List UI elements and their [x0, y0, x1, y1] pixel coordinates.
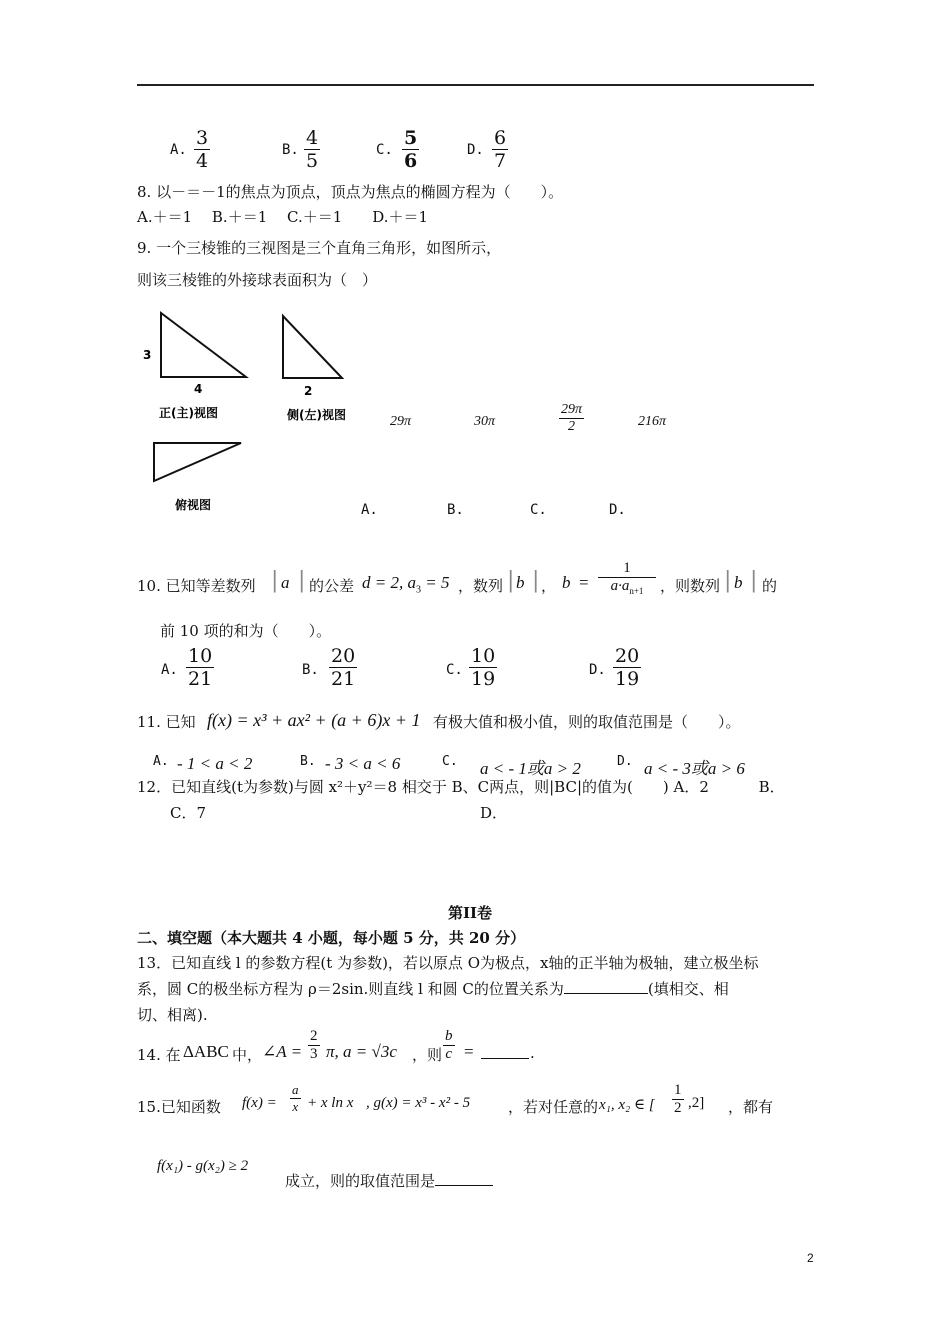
q14-end: . — [530, 1044, 535, 1062]
q10-c-denominator: 19 — [471, 668, 496, 690]
section-header: 二、填空题（本大题共 4 小题，每小题 5 分，共 20 分） — [137, 929, 526, 947]
q10-brace-a-open: | — [271, 568, 279, 593]
q7-c-numerator: 5 — [404, 127, 418, 149]
front-view-triangle — [161, 313, 246, 377]
q10-bn-fraction — [598, 560, 656, 596]
top-rule — [137, 84, 814, 86]
q9-line2: 则该三棱锥的外接球表面积为（ ） — [137, 271, 378, 289]
q11-formula: f(x) = x³ + ax² + (a + 6)x + 1 — [207, 710, 421, 730]
q15-interval-numerator: 1 — [674, 1082, 682, 1098]
q15-f-lhs: f(x) = — [242, 1095, 277, 1111]
side-width-dim: 2 — [304, 384, 313, 398]
q10-eq: = — [579, 573, 589, 592]
q10-mid3: ， — [541, 577, 557, 595]
q13-line2-end: (填相交、相 — [647, 980, 729, 998]
q11-option-b-value: - 3 < a < 6 — [325, 754, 401, 773]
q9-value-b: 30π — [474, 414, 496, 429]
q11-option-c-label: C. — [442, 754, 458, 769]
q14-answer-blank[interactable] — [481, 1041, 529, 1059]
side-view-label: 侧(左)视图 — [287, 408, 346, 422]
q9-value-a: 29π — [390, 414, 412, 429]
q10-mid4: ，则数列 — [660, 577, 721, 595]
q7-option-a-label: A. — [170, 142, 187, 158]
q7-option-c-fraction — [402, 127, 419, 172]
q10-option-b-label: B. — [302, 662, 319, 678]
q10-bn: b — [562, 573, 571, 592]
q14-triangle: ΔABC — [183, 1042, 229, 1061]
q10-brace-b-open: | — [507, 568, 515, 593]
q13-line2 — [137, 978, 729, 999]
page-number: 2 — [807, 1251, 814, 1265]
q10-option-d-label: D. — [589, 662, 606, 678]
q10-d-numerator: 20 — [615, 645, 640, 667]
q10-fraction-denominator — [598, 577, 656, 596]
q10-den-sub: n+1 — [629, 586, 644, 596]
q10-seq-a: a — [281, 573, 290, 592]
q10-c-numerator: 10 — [471, 645, 496, 667]
q10-prefix: 10. 已知等差数列 — [137, 577, 256, 595]
q10-a-denominator: 21 — [188, 668, 213, 690]
q11-prefix: 11. 已知 — [137, 713, 196, 731]
q7-option-a-fraction — [194, 127, 210, 172]
q9-line1: 9. 一个三棱锥的三视图是三个直角三角形，如图所示， — [137, 239, 502, 257]
q14-angle-denominator: 3 — [310, 1046, 318, 1062]
q10-cond-end: = 5 — [420, 573, 450, 592]
q14-ratio-denominator: c — [443, 1045, 455, 1063]
q10-end: 的 — [762, 577, 778, 595]
q15-tail: ，都有 — [728, 1098, 774, 1116]
q11-option-d-label: D. — [617, 754, 633, 769]
q11-option-c-value: a < - 1或a > 2 — [480, 759, 581, 778]
q12-option-d: D． — [480, 804, 508, 822]
q7-c-denominator: 6 — [404, 150, 418, 172]
q14-condition: π, a = √3c — [326, 1042, 397, 1061]
q13-answer-blank[interactable] — [564, 993, 648, 994]
q9-option-c: C. — [530, 502, 547, 518]
q7-a-numerator: 3 — [196, 127, 209, 149]
q15-line2 — [285, 1170, 493, 1191]
q10-brace-b2-close: | — [750, 568, 758, 593]
q11-option-a-value: - 1 < a < 2 — [177, 754, 253, 773]
q15-f-rest: + x ln x — [307, 1095, 354, 1111]
q7-option-d-label: D. — [467, 142, 484, 158]
q15-line2-text: 成立，则的取值范围是 — [285, 1172, 436, 1190]
q14-ratio-fraction — [443, 1028, 455, 1063]
q9-value-c-numerator: 29π — [561, 402, 583, 417]
q10-fraction-numerator: 1 — [623, 560, 631, 576]
q15-inequality: f(x₁) - g(x₂) ≥ 2 — [157, 1158, 249, 1174]
q7-b-numerator: 4 — [306, 127, 319, 149]
q12-line1: 12．已知直线(t为参数)与圆 x²＋y²＝8 相交于 B、C两点，则|BC|的值为( ) A．2 B． — [137, 778, 785, 796]
q10-d-denominator: 19 — [615, 668, 640, 690]
q10-brace-b2-open: | — [724, 568, 732, 593]
q8-options: A.＋＝1 B.＋＝1 C.＋＝1 D.＋＝1 — [137, 208, 429, 226]
q15-answer-blank[interactable] — [435, 1185, 493, 1186]
q14-mid: 中， — [232, 1046, 263, 1064]
q7-d-denominator: 7 — [494, 150, 507, 172]
q10-b-denominator: 21 — [331, 668, 356, 690]
q9-value-c-fraction — [559, 402, 584, 435]
q9-option-b: B. — [447, 502, 464, 518]
q15-interval-end: ,2] — [688, 1095, 705, 1111]
q7-option-c-label: C. — [376, 142, 393, 158]
q10-seq-b: b — [516, 573, 525, 592]
q10-mid1: 的公差 — [309, 577, 355, 595]
front-view-label: 正(主)视图 — [159, 406, 218, 420]
q9-value-d: 216π — [638, 414, 667, 429]
q10-option-a-label: A. — [161, 662, 178, 678]
q9-option-a: A. — [361, 502, 378, 518]
q15-interval-denominator: 2 — [674, 1100, 682, 1116]
q10-option-b-fraction — [329, 645, 357, 690]
q14-equals: = — [464, 1042, 474, 1061]
q15-f-denominator: x — [290, 1098, 301, 1115]
q15-prefix: 15.已知函数 — [137, 1098, 221, 1116]
q15-f-numerator: a — [292, 1082, 299, 1097]
q15-condition: ，若对任意的 — [508, 1098, 599, 1116]
q13-line1: 13．已知直线 l 的参数方程(t 为参数)，若以原点 O为极点，x轴的正半轴为极轴，建立极坐标 — [137, 954, 759, 972]
q14-then: ，则 — [412, 1046, 443, 1064]
q7-option-d-fraction — [492, 127, 508, 172]
q15-f-fraction — [290, 1082, 301, 1115]
q14-ratio-numerator: b — [445, 1028, 453, 1044]
section-title: 第II卷 — [448, 904, 493, 922]
q7-a-denominator: 4 — [196, 150, 209, 172]
q10-cond-text: d = 2, a — [362, 573, 416, 592]
q10-brace-b-close: | — [532, 568, 540, 593]
q7-d-numerator: 6 — [494, 127, 507, 149]
q13-line2-text: 系，圆 C的极坐标方程为 ρ＝2sin.则直线 l 和圆 C的位置关系为 — [137, 980, 564, 998]
q15-vars: x₁, x₂ ∈ [ — [599, 1097, 655, 1113]
q11-option-b-label: B. — [300, 754, 316, 769]
q7-option-b-label: B. — [282, 142, 299, 158]
top-view-label: 俯视图 — [175, 498, 212, 512]
side-view-triangle — [283, 316, 342, 378]
q10-option-c-label: C. — [446, 662, 463, 678]
q13-line3: 切、相离). — [137, 1006, 208, 1024]
q10-b-numerator: 20 — [331, 645, 356, 667]
q10-option-a-fraction — [186, 645, 214, 690]
q14-angle-fraction — [308, 1028, 320, 1063]
front-width-dim: 4 — [194, 382, 203, 396]
front-height-dim: 3 — [143, 348, 152, 362]
q10-option-d-fraction — [613, 645, 641, 690]
three-views-figure — [137, 305, 377, 520]
q10-option-c-fraction — [469, 645, 497, 690]
q10-seq-b2: b — [734, 573, 743, 592]
q7-option-b-fraction — [304, 127, 320, 172]
top-view-triangle — [154, 443, 241, 481]
q11-option-d-value: a < - 3或a > 6 — [644, 759, 745, 778]
q14-prefix: 14. 在 — [137, 1046, 181, 1064]
q11-option-a-label: A. — [153, 754, 169, 769]
q15-g-def: , g(x) = x³ - x² - 5 — [366, 1095, 471, 1111]
q14-angle-numerator: 2 — [310, 1028, 318, 1044]
q12-option-c: C．7 — [170, 804, 207, 822]
q11-suffix: 有极大值和极小值，则的取值范围是（ ）。 — [433, 713, 741, 731]
q14-angle: ∠A = — [262, 1042, 303, 1061]
q10-brace-a-close: | — [298, 568, 306, 593]
q9-value-c-denominator: 2 — [559, 418, 584, 435]
q10-line2: 前 10 项的和为（ ）。 — [160, 622, 332, 640]
q10-den-dot: ·a — [618, 578, 630, 594]
q8-stem: 8. 以－＝－1的焦点为顶点，顶点为焦点的椭圆方程为（ ）。 — [137, 183, 564, 201]
q7-b-denominator: 5 — [306, 150, 319, 172]
q10-den-a: a — [610, 578, 619, 594]
q10-cond — [362, 573, 449, 595]
q15-interval-fraction — [672, 1082, 684, 1117]
q10-a-numerator: 10 — [188, 645, 213, 667]
q10-cond-sub: 3 — [415, 584, 421, 596]
q10-mid2: ，数列 — [458, 577, 504, 595]
q9-option-d: D. — [609, 502, 626, 518]
